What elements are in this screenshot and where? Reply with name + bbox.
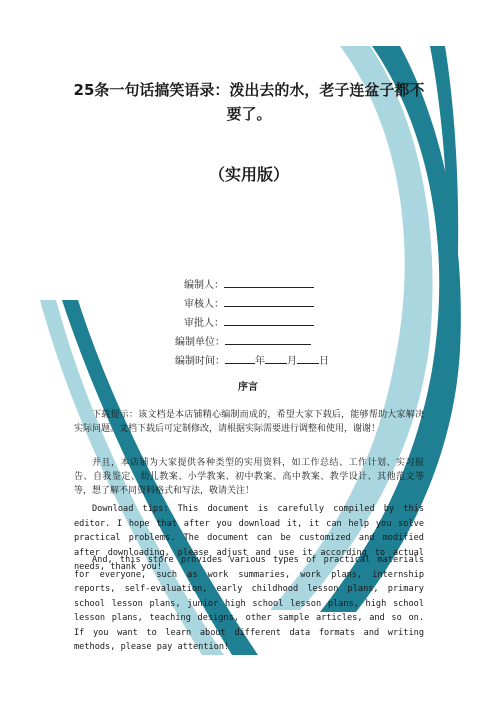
year-blank [225, 352, 255, 364]
field-approver [175, 314, 329, 333]
year-label: 年 [255, 356, 265, 367]
blank-line [224, 276, 314, 288]
month-blank [265, 352, 287, 364]
blank-line [225, 333, 311, 345]
preface-paragraph-en-1: Download tips: This document is carefully compiled by this editor. I hope that after you download it, it can help you solve practical problems. The document can be customized and modified after downloading, please adjust and use it according to actual needs, thank you! [74, 504, 424, 572]
field-label: 审核人： [184, 299, 224, 310]
field-label: 编制单位： [175, 337, 225, 348]
field-label: 审批人： [184, 318, 224, 329]
field-label: 编制人： [184, 280, 224, 291]
field-label: 编制时间： [175, 356, 225, 367]
approval-fields [175, 276, 329, 371]
day-blank [297, 352, 319, 364]
month-label: 月 [287, 356, 297, 367]
field-reviewer [175, 295, 329, 314]
blank-line [224, 314, 314, 326]
preface-paragraph-cn-2: 并且，本店铺为大家提供各种类型的实用资料，如工作总结、工作计划、实习报告、自我鉴定、幼儿教案、小学教案、初中教案、高中教案、教学设计、其他范文等等，想了解不同资料格式和写法，敬请关注！ [74, 458, 424, 496]
document-subtitle: （实用版） [208, 165, 289, 184]
field-date [175, 352, 329, 371]
preface-heading: 序言 [238, 382, 258, 393]
day-label: 日 [319, 356, 329, 367]
document-title: 25条一句话搞笑语录：泼出去的水，老子连盆子都不要了。 [73, 81, 425, 123]
field-unit [175, 333, 329, 352]
field-compiler [175, 276, 329, 295]
preface-paragraph-en-2: And, this store provides various types of practical materials for everyone, such as work summaries, work plans, internship reports, self-evaluation, early childhood lesson plans, primary school lesson plans, junior high school lesson plans, high school lesson plans, teaching designs, other sample articles, and so on. If you want to learn about different data formats and writing methods, please pay attention! [74, 555, 424, 652]
preface-paragraph-cn-1: 下载提示：该文档是本店铺精心编制而成的，希望大家下载后，能够帮助大家解决实际问题。文档下载后可定制修改，请根据实际需要进行调整和使用，谢谢！ [74, 410, 424, 434]
blank-line [224, 295, 314, 307]
